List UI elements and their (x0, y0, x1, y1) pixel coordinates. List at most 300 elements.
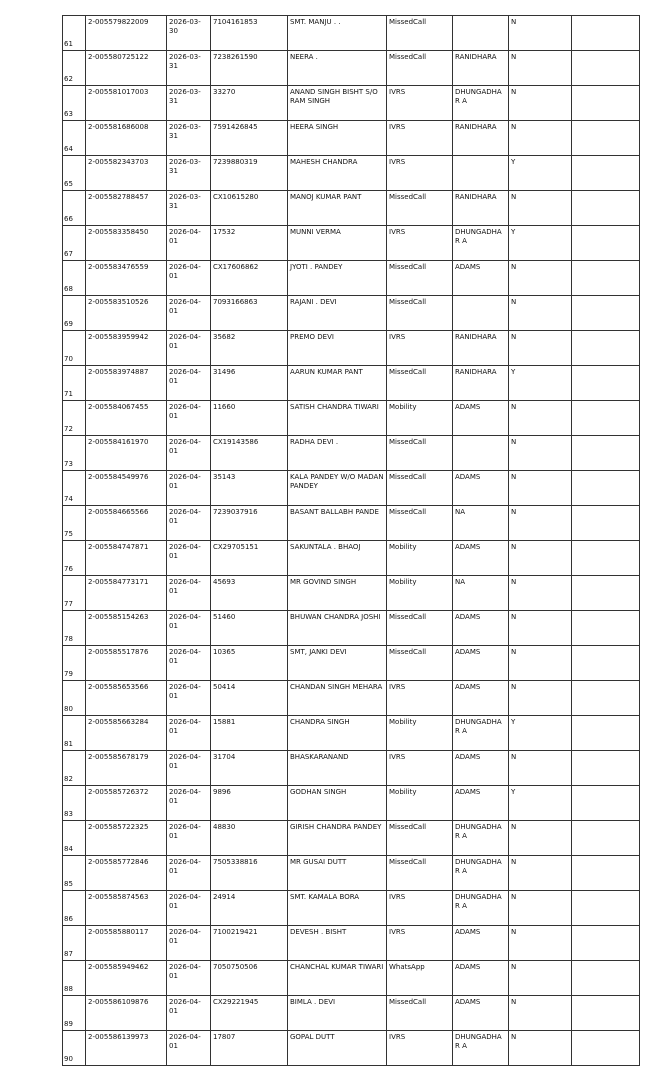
request-id-cell: 2-005583476559 (86, 261, 167, 296)
status-flag-cell: N (509, 121, 572, 156)
table-row (63, 751, 640, 786)
request-source-cell: MissedCall (387, 51, 453, 86)
branch-name-cell: DHUNGADHAR A (453, 86, 509, 121)
row-number-cell: 64 (63, 121, 86, 156)
customer-name-cell: BIMLA . DEVI (288, 996, 387, 1031)
table-row (63, 786, 640, 821)
customer-name-cell: MR GUSAI DUTT (288, 856, 387, 891)
empty-cell (572, 821, 640, 856)
request-source-cell: MissedCall (387, 366, 453, 401)
empty-cell (572, 786, 640, 821)
table-row (63, 436, 640, 471)
customer-name-cell: BHUWAN CHANDRA JOSHI (288, 611, 387, 646)
request-source-cell: MissedCall (387, 821, 453, 856)
status-flag-cell: N (509, 191, 572, 226)
empty-cell (572, 261, 640, 296)
status-flag-cell: Y (509, 156, 572, 191)
status-flag-cell: N (509, 891, 572, 926)
branch-name-cell: NA (453, 506, 509, 541)
request-source-cell: MissedCall (387, 506, 453, 541)
row-number-cell: 71 (63, 366, 86, 401)
table-row (63, 156, 640, 191)
request-date-cell: 2026-04-01 (167, 751, 211, 786)
row-number-cell: 62 (63, 51, 86, 86)
empty-cell (572, 856, 640, 891)
request-date-cell: 2026-04-01 (167, 926, 211, 961)
request-date-cell: 2026-04-01 (167, 436, 211, 471)
request-source-cell: IVRS (387, 751, 453, 786)
row-number-cell: 81 (63, 716, 86, 751)
request-date-cell: 2026-03-31 (167, 51, 211, 86)
request-date-cell: 2026-04-01 (167, 541, 211, 576)
request-source-cell: IVRS (387, 926, 453, 961)
branch-name-cell: DHUNGADHAR A (453, 821, 509, 856)
branch-name-cell: DHUNGADHAR A (453, 856, 509, 891)
status-flag-cell: N (509, 436, 572, 471)
status-flag-cell: N (509, 996, 572, 1031)
request-source-cell: MissedCall (387, 471, 453, 506)
branch-name-cell: ADAMS (453, 996, 509, 1031)
row-number-cell: 73 (63, 436, 86, 471)
request-source-cell: IVRS (387, 891, 453, 926)
customer-name-cell: SAKUNTALA . BHAOJ (288, 541, 387, 576)
status-flag-cell: N (509, 646, 572, 681)
account-number-cell: 24914 (211, 891, 288, 926)
account-number-cell: 7100219421 (211, 926, 288, 961)
empty-cell (572, 366, 640, 401)
account-number-cell: CX17606862 (211, 261, 288, 296)
row-number-cell: 66 (63, 191, 86, 226)
customer-name-cell: DEVESH . BISHT (288, 926, 387, 961)
row-number-cell: 89 (63, 996, 86, 1031)
empty-cell (572, 506, 640, 541)
row-number-cell: 82 (63, 751, 86, 786)
request-source-cell: MissedCall (387, 611, 453, 646)
table-row (63, 961, 640, 996)
empty-cell (572, 681, 640, 716)
request-id-cell: 2-005585874563 (86, 891, 167, 926)
branch-name-cell: NA (453, 576, 509, 611)
empty-cell (572, 541, 640, 576)
request-id-cell: 2-005582788457 (86, 191, 167, 226)
request-date-cell: 2026-04-01 (167, 716, 211, 751)
branch-name-cell: DHUNGADHAR A (453, 716, 509, 751)
request-source-cell: MissedCall (387, 996, 453, 1031)
row-number-cell: 63 (63, 86, 86, 121)
table-row (63, 611, 640, 646)
row-number-cell: 78 (63, 611, 86, 646)
request-id-cell: 2-005580725122 (86, 51, 167, 86)
request-id-cell: 2-005585517876 (86, 646, 167, 681)
table-row (63, 226, 640, 261)
account-number-cell: 7505338816 (211, 856, 288, 891)
request-source-cell: MissedCall (387, 296, 453, 331)
request-date-cell: 2026-04-01 (167, 506, 211, 541)
request-source-cell: IVRS (387, 156, 453, 191)
request-id-cell: 2-005579822009 (86, 16, 167, 51)
table-row (63, 191, 640, 226)
request-source-cell: WhatsApp (387, 961, 453, 996)
request-id-cell: 2-005584747871 (86, 541, 167, 576)
empty-cell (572, 331, 640, 366)
request-id-cell: 2-005582343703 (86, 156, 167, 191)
branch-name-cell: ADAMS (453, 401, 509, 436)
status-flag-cell: N (509, 961, 572, 996)
customer-name-cell: NEERA . (288, 51, 387, 86)
request-date-cell: 2026-03-30 (167, 16, 211, 51)
empty-cell (572, 121, 640, 156)
customer-name-cell: SMT. KAMALA BORA (288, 891, 387, 926)
request-date-cell: 2026-04-01 (167, 891, 211, 926)
account-number-cell: 7093166863 (211, 296, 288, 331)
request-id-cell: 2-005585653566 (86, 681, 167, 716)
account-number-cell: 35682 (211, 331, 288, 366)
row-number-cell: 67 (63, 226, 86, 261)
customer-name-cell: RADHA DEVI . (288, 436, 387, 471)
customer-name-cell: GIRISH CHANDRA PANDEY (288, 821, 387, 856)
empty-cell (572, 926, 640, 961)
table-body (63, 16, 640, 1066)
status-flag-cell: N (509, 821, 572, 856)
table-row (63, 471, 640, 506)
branch-name-cell: RANIDHARA (453, 366, 509, 401)
row-number-cell: 80 (63, 681, 86, 716)
table-row (63, 1031, 640, 1066)
branch-name-cell: ADAMS (453, 681, 509, 716)
request-source-cell: MissedCall (387, 856, 453, 891)
table-row (63, 401, 640, 436)
request-id-cell: 2-005585726372 (86, 786, 167, 821)
customer-name-cell: RAJANI . DEVI (288, 296, 387, 331)
customer-name-cell: JYOTI . PANDEY (288, 261, 387, 296)
status-flag-cell: N (509, 611, 572, 646)
request-date-cell: 2026-04-01 (167, 646, 211, 681)
customer-name-cell: GODHAN SINGH (288, 786, 387, 821)
account-number-cell: 45693 (211, 576, 288, 611)
account-number-cell: 33270 (211, 86, 288, 121)
row-number-cell: 85 (63, 856, 86, 891)
request-date-cell: 2026-03-31 (167, 86, 211, 121)
account-number-cell: 50414 (211, 681, 288, 716)
request-date-cell: 2026-04-01 (167, 1031, 211, 1066)
request-date-cell: 2026-04-01 (167, 786, 211, 821)
customer-name-cell: CHANDRA SINGH (288, 716, 387, 751)
request-id-cell: 2-005586139973 (86, 1031, 167, 1066)
empty-cell (572, 16, 640, 51)
status-flag-cell: Y (509, 226, 572, 261)
account-number-cell: CX10615280 (211, 191, 288, 226)
table-row (63, 86, 640, 121)
request-id-cell: 2-005581017003 (86, 86, 167, 121)
request-date-cell: 2026-04-01 (167, 366, 211, 401)
account-number-cell: 51460 (211, 611, 288, 646)
empty-cell (572, 1031, 640, 1066)
request-id-cell: 2-005586109876 (86, 996, 167, 1031)
empty-cell (572, 576, 640, 611)
row-number-cell: 75 (63, 506, 86, 541)
customer-name-cell: KALA PANDEY W/O MADAN PANDEY (288, 471, 387, 506)
request-id-cell: 2-005583959942 (86, 331, 167, 366)
row-number-cell: 83 (63, 786, 86, 821)
request-date-cell: 2026-04-01 (167, 996, 211, 1031)
request-source-cell: IVRS (387, 1031, 453, 1066)
status-flag-cell: N (509, 471, 572, 506)
customer-name-cell: MAHESH CHANDRA (288, 156, 387, 191)
account-number-cell: CX19143586 (211, 436, 288, 471)
customer-name-cell: BASANT BALLABH PANDE (288, 506, 387, 541)
status-flag-cell: N (509, 681, 572, 716)
status-flag-cell: N (509, 86, 572, 121)
request-source-cell: IVRS (387, 681, 453, 716)
account-number-cell: 15881 (211, 716, 288, 751)
table-row (63, 506, 640, 541)
account-number-cell: 9896 (211, 786, 288, 821)
request-id-cell: 2-005584161970 (86, 436, 167, 471)
table-row (63, 996, 640, 1031)
empty-cell (572, 996, 640, 1031)
customer-name-cell: CHANDAN SINGH MEHARA (288, 681, 387, 716)
branch-name-cell (453, 156, 509, 191)
branch-name-cell (453, 436, 509, 471)
branch-name-cell: DHUNGADHAR A (453, 226, 509, 261)
request-date-cell: 2026-04-01 (167, 821, 211, 856)
status-flag-cell: N (509, 576, 572, 611)
branch-name-cell: ADAMS (453, 926, 509, 961)
account-number-cell: CX29705151 (211, 541, 288, 576)
row-number-cell: 88 (63, 961, 86, 996)
table-row (63, 821, 640, 856)
customer-name-cell: SATISH CHANDRA TIWARI (288, 401, 387, 436)
customer-name-cell: HEERA SINGH (288, 121, 387, 156)
request-date-cell: 2026-03-31 (167, 191, 211, 226)
request-id-cell: 2-005584067455 (86, 401, 167, 436)
table-row (63, 891, 640, 926)
request-date-cell: 2026-04-01 (167, 331, 211, 366)
row-number-cell: 79 (63, 646, 86, 681)
row-number-cell: 86 (63, 891, 86, 926)
request-id-cell: 2-005584549976 (86, 471, 167, 506)
customer-name-cell: AARUN KUMAR PANT (288, 366, 387, 401)
account-number-cell: 7591426845 (211, 121, 288, 156)
request-id-cell: 2-005585772846 (86, 856, 167, 891)
customer-name-cell: SMT. MANJU . . (288, 16, 387, 51)
table-row (63, 576, 640, 611)
records-table (62, 15, 640, 1066)
branch-name-cell: DHUNGADHAR A (453, 1031, 509, 1066)
status-flag-cell: N (509, 751, 572, 786)
request-source-cell: MissedCall (387, 191, 453, 226)
request-date-cell: 2026-04-01 (167, 856, 211, 891)
branch-name-cell: ADAMS (453, 961, 509, 996)
request-source-cell: Mobility (387, 541, 453, 576)
row-number-cell: 84 (63, 821, 86, 856)
branch-name-cell: RANIDHARA (453, 51, 509, 86)
account-number-cell: 7239880319 (211, 156, 288, 191)
customer-name-cell: MR GOVIND SINGH (288, 576, 387, 611)
row-number-cell: 87 (63, 926, 86, 961)
row-number-cell: 72 (63, 401, 86, 436)
request-id-cell: 2-005583358450 (86, 226, 167, 261)
status-flag-cell: N (509, 541, 572, 576)
table-row (63, 716, 640, 751)
status-flag-cell: Y (509, 716, 572, 751)
account-number-cell: 10365 (211, 646, 288, 681)
request-id-cell: 2-005585880117 (86, 926, 167, 961)
request-date-cell: 2026-04-01 (167, 226, 211, 261)
status-flag-cell: N (509, 856, 572, 891)
row-number-cell: 69 (63, 296, 86, 331)
table-row (63, 541, 640, 576)
status-flag-cell: N (509, 261, 572, 296)
request-date-cell: 2026-03-31 (167, 156, 211, 191)
customer-name-cell: MANOJ KUMAR PANT (288, 191, 387, 226)
request-date-cell: 2026-04-01 (167, 296, 211, 331)
status-flag-cell: Y (509, 366, 572, 401)
row-number-cell: 68 (63, 261, 86, 296)
empty-cell (572, 471, 640, 506)
request-id-cell: 2-005583974887 (86, 366, 167, 401)
empty-cell (572, 436, 640, 471)
table-row (63, 366, 640, 401)
empty-cell (572, 646, 640, 681)
account-number-cell: 17807 (211, 1031, 288, 1066)
branch-name-cell: ADAMS (453, 646, 509, 681)
row-number-cell: 90 (63, 1031, 86, 1066)
customer-name-cell: SMT, JANKI DEVI (288, 646, 387, 681)
branch-name-cell: RANIDHARA (453, 191, 509, 226)
request-id-cell: 2-005583510526 (86, 296, 167, 331)
branch-name-cell: ADAMS (453, 261, 509, 296)
branch-name-cell: ADAMS (453, 751, 509, 786)
branch-name-cell: RANIDHARA (453, 121, 509, 156)
request-id-cell: 2-005585949462 (86, 961, 167, 996)
branch-name-cell (453, 16, 509, 51)
request-source-cell: Mobility (387, 401, 453, 436)
table-row (63, 856, 640, 891)
request-date-cell: 2026-03-31 (167, 121, 211, 156)
request-date-cell: 2026-04-01 (167, 611, 211, 646)
account-number-cell: 48830 (211, 821, 288, 856)
row-number-cell: 70 (63, 331, 86, 366)
status-flag-cell: Y (509, 786, 572, 821)
empty-cell (572, 156, 640, 191)
status-flag-cell: N (509, 926, 572, 961)
row-number-cell: 76 (63, 541, 86, 576)
request-id-cell: 2-005581686008 (86, 121, 167, 156)
empty-cell (572, 226, 640, 261)
table-row (63, 926, 640, 961)
empty-cell (572, 86, 640, 121)
account-number-cell: 7050750506 (211, 961, 288, 996)
table-row (63, 681, 640, 716)
row-number-cell: 61 (63, 16, 86, 51)
empty-cell (572, 611, 640, 646)
empty-cell (572, 401, 640, 436)
table-row (63, 331, 640, 366)
request-id-cell: 2-005585154263 (86, 611, 167, 646)
row-number-cell: 65 (63, 156, 86, 191)
branch-name-cell: RANIDHARA (453, 331, 509, 366)
status-flag-cell: N (509, 16, 572, 51)
account-number-cell: CX29221945 (211, 996, 288, 1031)
request-date-cell: 2026-04-01 (167, 961, 211, 996)
empty-cell (572, 51, 640, 86)
account-number-cell: 7238261590 (211, 51, 288, 86)
branch-name-cell: ADAMS (453, 471, 509, 506)
table-row (63, 51, 640, 86)
empty-cell (572, 191, 640, 226)
row-number-cell: 77 (63, 576, 86, 611)
customer-name-cell: ANAND SINGH BISHT S/O RAM SINGH (288, 86, 387, 121)
request-source-cell: IVRS (387, 86, 453, 121)
empty-cell (572, 296, 640, 331)
customer-name-cell: MUNNI VERMA (288, 226, 387, 261)
table-row (63, 121, 640, 156)
request-source-cell: IVRS (387, 331, 453, 366)
request-source-cell: MissedCall (387, 646, 453, 681)
table-row (63, 646, 640, 681)
table-row (63, 261, 640, 296)
status-flag-cell: N (509, 296, 572, 331)
request-source-cell: IVRS (387, 121, 453, 156)
branch-name-cell: DHUNGADHAR A (453, 891, 509, 926)
account-number-cell: 31496 (211, 366, 288, 401)
table-row (63, 16, 640, 51)
request-source-cell: Mobility (387, 716, 453, 751)
customer-name-cell: CHANCHAL KUMAR TIWARI (288, 961, 387, 996)
status-flag-cell: N (509, 401, 572, 436)
customer-name-cell: GOPAL DUTT (288, 1031, 387, 1066)
branch-name-cell: ADAMS (453, 541, 509, 576)
empty-cell (572, 891, 640, 926)
row-number-cell: 74 (63, 471, 86, 506)
request-id-cell: 2-005585678179 (86, 751, 167, 786)
status-flag-cell: N (509, 51, 572, 86)
branch-name-cell: ADAMS (453, 786, 509, 821)
request-source-cell: MissedCall (387, 16, 453, 51)
account-number-cell: 31704 (211, 751, 288, 786)
request-date-cell: 2026-04-01 (167, 401, 211, 436)
request-date-cell: 2026-04-01 (167, 471, 211, 506)
account-number-cell: 7104161853 (211, 16, 288, 51)
request-date-cell: 2026-04-01 (167, 576, 211, 611)
request-source-cell: IVRS (387, 226, 453, 261)
branch-name-cell (453, 296, 509, 331)
request-source-cell: MissedCall (387, 261, 453, 296)
empty-cell (572, 961, 640, 996)
status-flag-cell: N (509, 331, 572, 366)
request-id-cell: 2-005584665566 (86, 506, 167, 541)
customer-name-cell: BHASKARANAND (288, 751, 387, 786)
request-source-cell: MissedCall (387, 436, 453, 471)
request-date-cell: 2026-04-01 (167, 261, 211, 296)
account-number-cell: 35143 (211, 471, 288, 506)
request-id-cell: 2-005584773171 (86, 576, 167, 611)
customer-name-cell: PREMO DEVI (288, 331, 387, 366)
request-id-cell: 2-005585722325 (86, 821, 167, 856)
request-date-cell: 2026-04-01 (167, 681, 211, 716)
empty-cell (572, 716, 640, 751)
branch-name-cell: ADAMS (453, 611, 509, 646)
request-id-cell: 2-005585663284 (86, 716, 167, 751)
request-source-cell: Mobility (387, 786, 453, 821)
account-number-cell: 7239037916 (211, 506, 288, 541)
status-flag-cell: N (509, 1031, 572, 1066)
account-number-cell: 17532 (211, 226, 288, 261)
empty-cell (572, 751, 640, 786)
account-number-cell: 11660 (211, 401, 288, 436)
request-source-cell: Mobility (387, 576, 453, 611)
